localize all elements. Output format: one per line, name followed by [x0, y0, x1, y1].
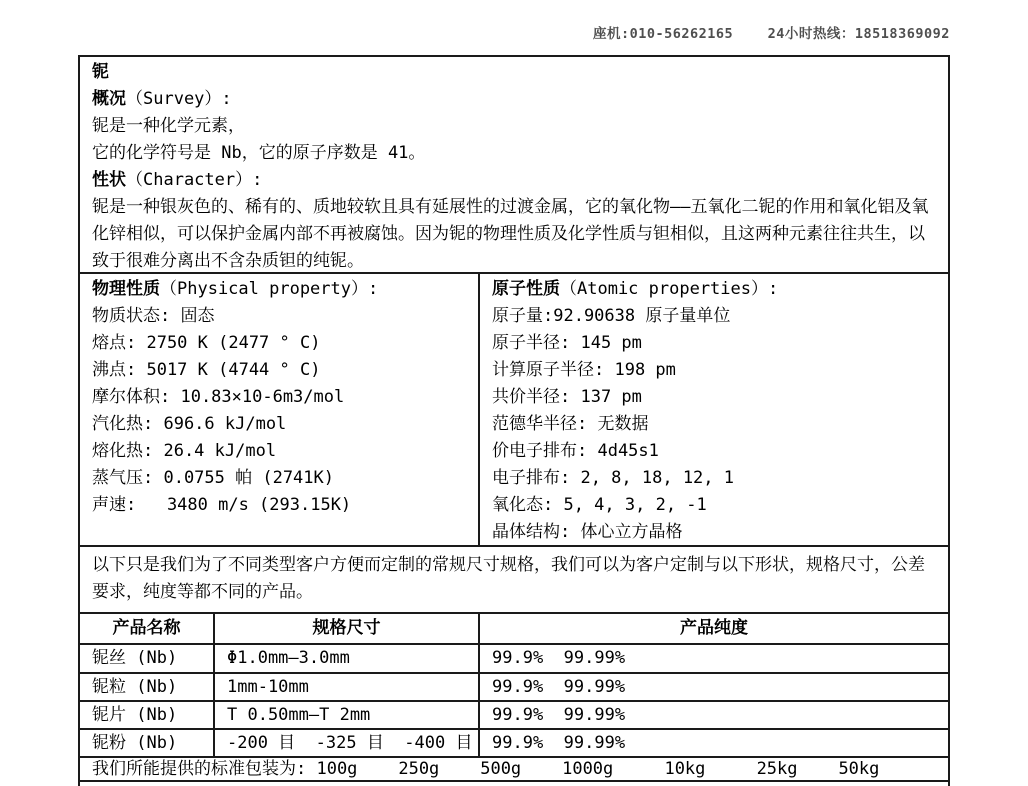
element-title: 铌: [92, 62, 109, 82]
property-line: 物质状态: 固态: [92, 306, 215, 326]
table-row: [80, 730, 948, 758]
product-purity-cell: 99.9% 99.99%: [492, 648, 626, 668]
table-row: [80, 645, 948, 674]
physical-properties-column: [80, 274, 480, 545]
property-line: 沸点: 5017 K (4744 ° C): [92, 360, 321, 380]
survey-heading-en: （Survey）:: [126, 89, 232, 109]
table-row: [80, 674, 948, 702]
product-name-cell: 铌丝 (Nb): [80, 645, 215, 672]
table-header-purity: 产品纯度: [680, 618, 748, 638]
product-spec-cell: T 0.50mm—T 2mm: [215, 702, 480, 728]
atomic-heading-en: （Atomic properties）:: [560, 279, 779, 299]
product-spec-cell: -200 目 -325 目 -400 目: [215, 730, 480, 756]
product-name-cell: 铌片 (Nb): [80, 702, 215, 728]
atomic-heading: [492, 276, 936, 303]
property-line: 熔点: 2750 K (2477 ° C): [92, 333, 321, 353]
property-line: 汽化热: 696.6 kJ/mol: [92, 414, 287, 434]
property-line: 蒸气压: 0.0755 帕 (2741K): [92, 468, 334, 488]
product-spec-cell: Φ1.0mm—3.0mm: [215, 645, 480, 672]
property-line: 共价半径: 137 pm: [492, 387, 642, 407]
physical-heading: [92, 276, 466, 303]
phone-header: 座机:010-56262165 24小时热线：18518369092: [593, 26, 950, 42]
property-line: 电子排布: 2, 8, 18, 12, 1: [492, 468, 734, 488]
property-line: 摩尔体积: 10.83×10-6m3/mol: [92, 387, 345, 407]
property-line: 原子半径: 145 pm: [492, 333, 642, 353]
products-table: [80, 614, 948, 786]
property-line: 原子量:92.90638 原子量单位: [492, 306, 731, 326]
document-frame: [78, 55, 950, 786]
atomic-heading-zh: 原子性质: [492, 279, 560, 299]
table-header-product-name: 产品名称: [80, 614, 215, 643]
packaging-row: 我们所能提供的标准包装为: 100g 250g 500g 1000g 10kg 25kg 50kg: [80, 758, 948, 782]
survey-line: 它的化学符号是 Nb，它的原子序数是 41。: [92, 143, 426, 163]
property-line: 氧化态: 5, 4, 3, 2, -1: [492, 495, 707, 515]
survey-heading-zh: 概况: [92, 89, 126, 109]
cutoff-row-stub: [80, 782, 948, 786]
table-header-row: [80, 614, 948, 645]
product-spec-cell: 1mm-10mm: [215, 674, 480, 700]
property-line: 计算原子半径: 198 pm: [492, 360, 676, 380]
physical-heading-zh: 物理性质: [92, 279, 160, 299]
product-purity-cell: 99.9% 99.99%: [492, 676, 626, 697]
product-name-cell: 铌粒 (Nb): [80, 674, 215, 700]
property-line: 价电子排布: 4d45s1: [492, 441, 659, 461]
property-line: 晶体结构: 体心立方晶格: [492, 522, 683, 542]
intro-section: [80, 57, 948, 274]
survey-heading: [92, 86, 936, 113]
table-header-spec: 规格尺寸: [215, 614, 480, 643]
character-heading-zh: 性状: [92, 170, 126, 190]
custom-note-section: [80, 547, 948, 614]
character-heading: [92, 167, 936, 194]
product-purity-cell: 99.9% 99.99%: [492, 704, 626, 725]
character-heading-en: （Character）:: [126, 170, 263, 190]
survey-line: 铌是一种化学元素，: [92, 116, 245, 136]
table-row: [80, 702, 948, 730]
custom-note-text: 以下只是我们为了不同类型客户方便而定制的常规尺寸规格，我们可以为客户定制与以下形状，规格尺寸，公差要求，纯度等都不同的产品。: [92, 555, 925, 602]
property-line: 范德华半径: 无数据: [492, 414, 649, 434]
atomic-properties-column: [480, 274, 948, 545]
product-name-cell: 铌粉 (Nb): [80, 730, 215, 756]
property-line: 声速: 3480 m/s (293.15K): [92, 495, 352, 515]
property-line: 熔化热: 26.4 kJ/mol: [92, 441, 277, 461]
properties-section: [80, 274, 948, 547]
product-purity-cell: 99.9% 99.99%: [492, 732, 626, 753]
character-paragraph: 铌是一种银灰色的、稀有的、质地较软且具有延展性的过渡金属，它的氧化物——五氧化二铌的作用和氧化铝及氧化锌相似，可以保护金属内部不再被腐蚀。因为铌的物理性质及化学性质与钽相似，且这两种元素往往共生，以致于很难分离出不含杂质钽的纯铌。: [92, 197, 929, 271]
physical-heading-en: （Physical property）:: [160, 279, 379, 299]
